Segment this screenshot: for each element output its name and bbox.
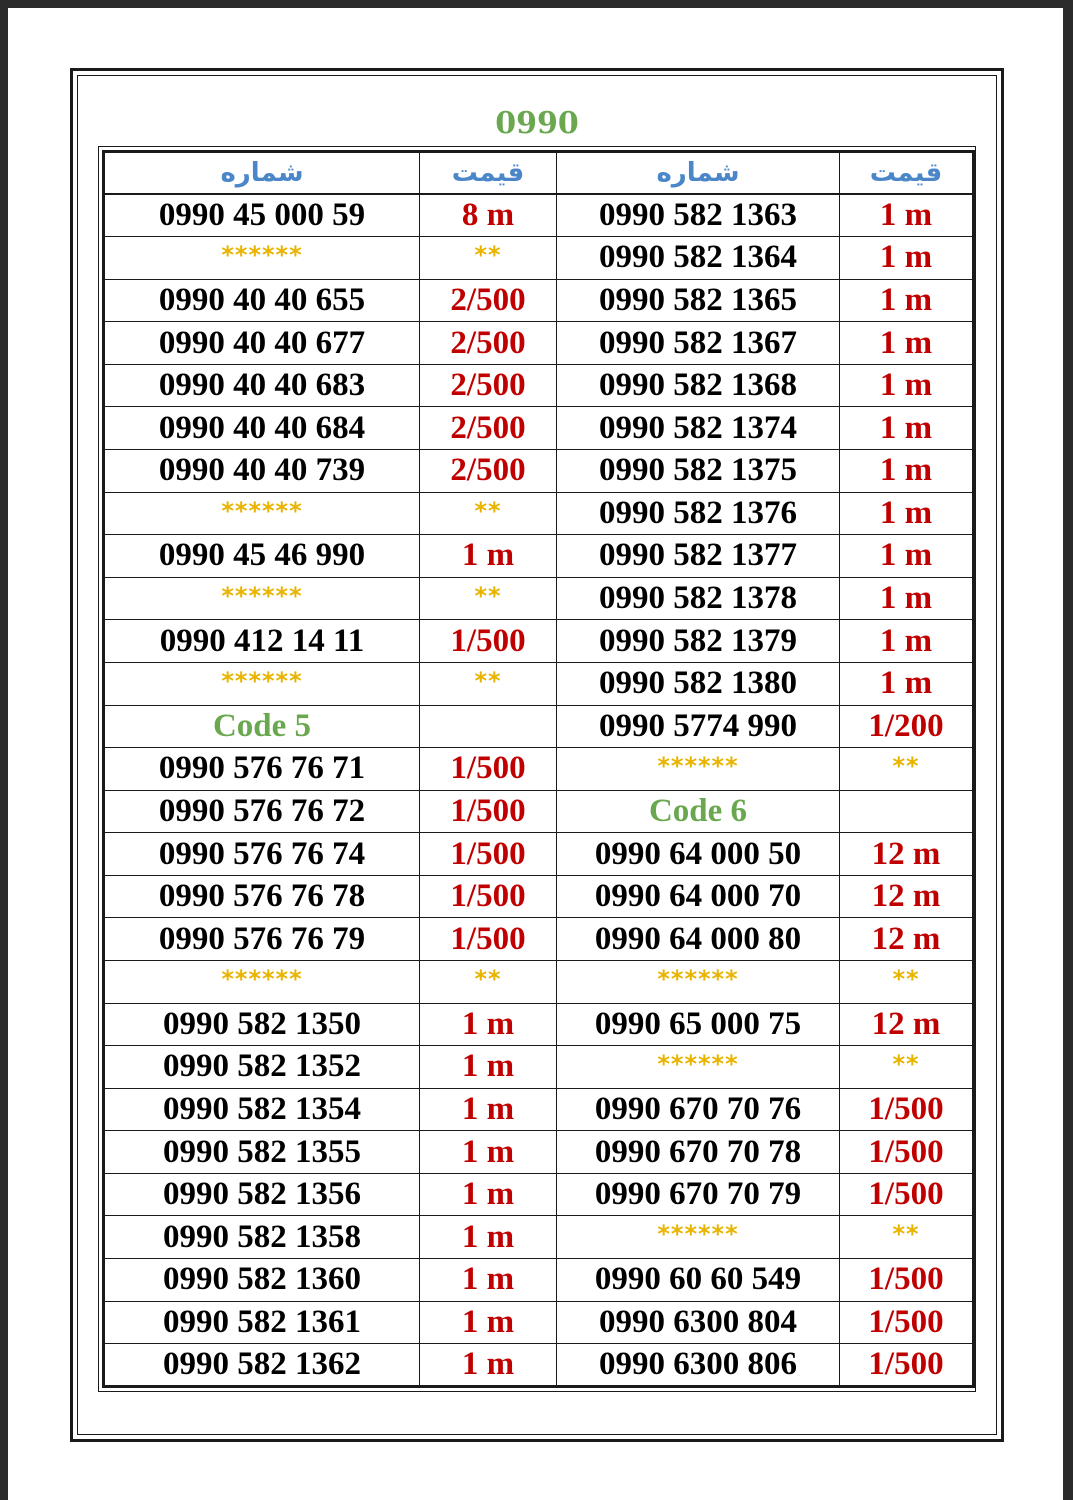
table-row [104, 1173, 974, 1216]
left-price-cell: 2/500 [420, 322, 557, 365]
left-price-cell: 1/500 [420, 875, 557, 918]
right-number-cell: 0990 64 000 70 [557, 875, 840, 918]
table-row [104, 322, 974, 365]
left-number-cell: 0990 576 76 72 [104, 790, 420, 833]
left-price-cell: 1/500 [420, 748, 557, 791]
right-number-cell: 0990 6300 804 [557, 1301, 840, 1344]
table-row [104, 705, 974, 748]
separator-stars: ****** [557, 1046, 840, 1089]
right-number-cell: 0990 6300 806 [557, 1344, 840, 1387]
right-number-cell: 0990 65 000 75 [557, 1003, 840, 1046]
separator-stars: ****** [104, 577, 420, 620]
table-row [104, 875, 974, 918]
page-border-inner [77, 75, 997, 1435]
right-number-cell: 0990 582 1368 [557, 364, 840, 407]
right-price-cell: 1 m [840, 237, 974, 280]
left-price-cell: 2/500 [420, 450, 557, 493]
table-row [104, 450, 974, 493]
separator-stars: ****** [104, 492, 420, 535]
left-price-cell: 2/500 [420, 364, 557, 407]
table-row [104, 620, 974, 663]
right-number-cell: 0990 582 1380 [557, 662, 840, 705]
left-price-cell: 1 m [420, 1301, 557, 1344]
table-row [104, 279, 974, 322]
right-price-cell: 1 m [840, 407, 974, 450]
table-row [104, 1088, 974, 1131]
left-number-cell: 0990 582 1360 [104, 1259, 420, 1302]
left-price-cell: 1 m [420, 1003, 557, 1046]
left-price-cell: 1 m [420, 1088, 557, 1131]
separator-stars: ** [420, 492, 557, 535]
right-number-cell: 0990 60 60 549 [557, 1259, 840, 1302]
table-row [104, 1003, 974, 1046]
right-number-cell: 0990 582 1377 [557, 535, 840, 578]
separator-stars: ****** [104, 662, 420, 705]
left-number-cell: 0990 576 76 71 [104, 748, 420, 791]
table-row [104, 492, 974, 535]
table-row [104, 918, 974, 961]
right-number-cell: 0990 582 1364 [557, 237, 840, 280]
right-price-cell: 1/200 [840, 705, 974, 748]
left-number-cell: 0990 40 40 739 [104, 450, 420, 493]
right-number-cell: 0990 582 1363 [557, 194, 840, 237]
right-price-cell: 1/500 [840, 1088, 974, 1131]
separator-stars: ** [840, 1216, 974, 1259]
right-price-cell: 1 m [840, 194, 974, 237]
separator-stars: ** [420, 577, 557, 620]
right-price-cell [840, 790, 974, 833]
header-price-right: قیمت [840, 152, 974, 195]
right-number-cell: 0990 582 1375 [557, 450, 840, 493]
right-price-cell: 1 m [840, 322, 974, 365]
left-number-cell: 0990 45 000 59 [104, 194, 420, 237]
table-row [104, 833, 974, 876]
right-price-cell: 12 m [840, 833, 974, 876]
left-number-cell: 0990 582 1354 [104, 1088, 420, 1131]
table-row [104, 535, 974, 578]
left-number-cell: 0990 40 40 683 [104, 364, 420, 407]
right-price-cell: 12 m [840, 875, 974, 918]
right-number-cell: 0990 582 1379 [557, 620, 840, 663]
right-price-cell: 1 m [840, 662, 974, 705]
left-price-cell: 1 m [420, 1046, 557, 1089]
right-price-cell: 1 m [840, 492, 974, 535]
left-price-cell: 1 m [420, 1259, 557, 1302]
left-number-cell: 0990 576 76 79 [104, 918, 420, 961]
right-price-cell: 1 m [840, 364, 974, 407]
right-price-cell: 1 m [840, 620, 974, 663]
left-number-cell: 0990 582 1350 [104, 1003, 420, 1046]
left-price-cell: 1/500 [420, 918, 557, 961]
right-number-cell: 0990 582 1378 [557, 577, 840, 620]
right-price-cell: 1/500 [840, 1131, 974, 1174]
left-number-cell: 0990 412 14 11 [104, 620, 420, 663]
separator-stars: ****** [557, 1216, 840, 1259]
right-price-cell: 1/500 [840, 1259, 974, 1302]
left-number-cell: 0990 582 1355 [104, 1131, 420, 1174]
left-price-cell: 1/500 [420, 790, 557, 833]
table-row [104, 1259, 974, 1302]
separator-stars: ****** [104, 960, 420, 1003]
table-row [104, 407, 974, 450]
table-row [104, 1344, 974, 1387]
page-title: 0990 [495, 106, 579, 141]
right-price-cell: 1 m [840, 577, 974, 620]
left-number-cell: 0990 576 76 74 [104, 833, 420, 876]
left-number-cell: 0990 40 40 684 [104, 407, 420, 450]
right-price-cell: 1 m [840, 450, 974, 493]
left-price-cell: 1 m [420, 1344, 557, 1387]
price-list-table-frame [98, 146, 976, 1392]
table-row [104, 577, 974, 620]
left-number-cell: 0990 576 76 78 [104, 875, 420, 918]
table-row [104, 237, 974, 280]
code-section-label: Code 6 [557, 790, 840, 833]
right-number-cell: 0990 582 1365 [557, 279, 840, 322]
left-price-cell: 1/500 [420, 620, 557, 663]
left-price-cell: 1 m [420, 1216, 557, 1259]
table-row [104, 960, 974, 1003]
right-number-cell: 0990 582 1376 [557, 492, 840, 535]
right-price-cell: 12 m [840, 918, 974, 961]
right-number-cell: 0990 670 70 78 [557, 1131, 840, 1174]
table-row [104, 790, 974, 833]
table-row [104, 1046, 974, 1089]
left-price-cell: 8 m [420, 194, 557, 237]
left-price-cell: 1 m [420, 535, 557, 578]
header-number-right: شماره [557, 152, 840, 195]
left-number-cell: 0990 582 1362 [104, 1344, 420, 1387]
right-number-cell: 0990 670 70 76 [557, 1088, 840, 1131]
left-price-cell: 1/500 [420, 833, 557, 876]
code-section-label: Code 5 [104, 705, 420, 748]
left-price-cell: 1 m [420, 1131, 557, 1174]
table-row [104, 194, 974, 237]
left-number-cell: 0990 40 40 655 [104, 279, 420, 322]
left-number-cell: 0990 582 1361 [104, 1301, 420, 1344]
separator-stars: ** [840, 1046, 974, 1089]
separator-stars: ****** [557, 960, 840, 1003]
left-number-cell: 0990 40 40 677 [104, 322, 420, 365]
left-number-cell: 0990 582 1356 [104, 1173, 420, 1216]
right-price-cell: 1/500 [840, 1344, 974, 1387]
table-row [104, 1216, 974, 1259]
left-price-cell: 2/500 [420, 407, 557, 450]
right-price-cell: 1 m [840, 279, 974, 322]
right-price-cell: 1/500 [840, 1173, 974, 1216]
price-list-table [102, 150, 975, 1388]
left-number-cell: 0990 582 1358 [104, 1216, 420, 1259]
page-border [70, 68, 1004, 1442]
separator-stars: ** [840, 748, 974, 791]
right-number-cell: 0990 64 000 50 [557, 833, 840, 876]
right-price-cell: 1/500 [840, 1301, 974, 1344]
separator-stars: ** [420, 662, 557, 705]
right-number-cell: 0990 5774 990 [557, 705, 840, 748]
table-row [104, 364, 974, 407]
left-number-cell: 0990 582 1352 [104, 1046, 420, 1089]
header-price-left: قیمت [420, 152, 557, 195]
table-row [104, 748, 974, 791]
separator-stars: ****** [104, 237, 420, 280]
separator-stars: ** [420, 237, 557, 280]
separator-stars: ** [840, 960, 974, 1003]
right-number-cell: 0990 582 1374 [557, 407, 840, 450]
header-number-left: شماره [104, 152, 420, 195]
table-header-row [104, 152, 974, 195]
left-price-cell: 2/500 [420, 279, 557, 322]
separator-stars: ** [420, 960, 557, 1003]
right-number-cell: 0990 582 1367 [557, 322, 840, 365]
right-price-cell: 12 m [840, 1003, 974, 1046]
document-page [8, 8, 1063, 1500]
left-price-cell: 1 m [420, 1173, 557, 1216]
right-number-cell: 0990 64 000 80 [557, 918, 840, 961]
table-row [104, 1301, 974, 1344]
table-row [104, 1131, 974, 1174]
left-number-cell: 0990 45 46 990 [104, 535, 420, 578]
right-price-cell: 1 m [840, 535, 974, 578]
right-number-cell: 0990 670 70 79 [557, 1173, 840, 1216]
separator-stars: ****** [557, 748, 840, 791]
left-price-cell [420, 705, 557, 748]
table-row [104, 662, 974, 705]
